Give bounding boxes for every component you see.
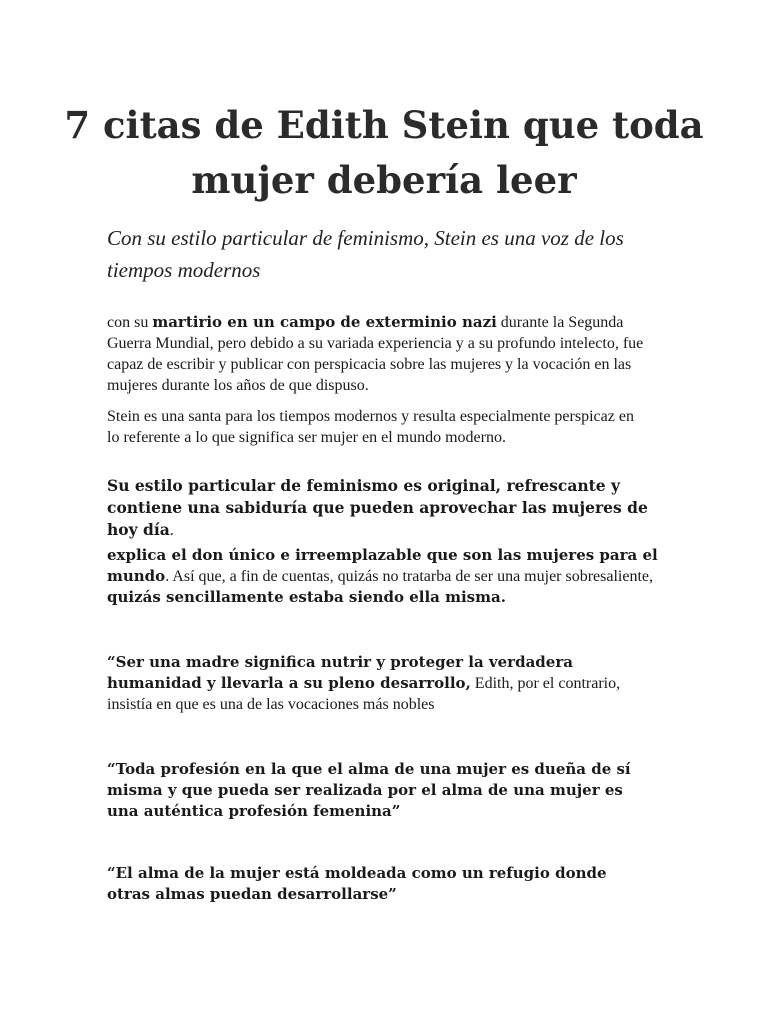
quote-profession xyxy=(107,759,647,822)
paragraph-saint xyxy=(107,406,637,448)
quote-mother xyxy=(107,652,667,715)
paragraph-text: Stein es una santa para los tiempos modernos y resulta especialmente perspicaz en lo referente a lo que significa ser mujer en el mundo moderno. xyxy=(107,408,634,446)
paragraph-text: con su xyxy=(107,314,153,331)
paragraph-emphasis: Su estilo particular de feminismo es original, refrescante y contiene una sabiduría que pueden aprovechar las mujeres de hoy día xyxy=(107,476,648,539)
quote-commentary: Edith, por el contrario, insistía en que es una de las vocaciones más nobles xyxy=(107,675,621,713)
paragraph-gift xyxy=(107,545,667,608)
paragraph-emphasis: martirio en un campo de exterminio nazi xyxy=(152,313,497,331)
quote-soul xyxy=(107,863,627,905)
article-title: 7 citas de Edith Stein que toda mujer debería leer xyxy=(64,103,704,202)
quote-text: “Ser una madre significa nutrir y proteger la verdadera humanidad y llevarla a su pleno desarrollo, xyxy=(107,653,573,692)
paragraph-text: durante la Segunda Guerra Mundial, pero debido a su variada experiencia y a su profundo intelecto, fue capaz de escribir y publicar con perspicacia sobre las mujeres y la vocación en las mujeres durante los años de que dispuso. xyxy=(107,314,644,394)
paragraph-feminism xyxy=(107,475,667,541)
paragraph-text: . Así que, a fin de cuentas, quizás no tratarba de ser una mujer sobresaliente, xyxy=(165,568,654,585)
quote-text: “Toda profesión en la que el alma de una mujer es dueña de sí misma y que pueda ser realizada por el alma de una mujer es una auténtica profesión femenina” xyxy=(107,760,631,820)
paragraph-emphasis: quizás sencillamente estaba siendo ella misma. xyxy=(107,588,506,606)
paragraph-text: . xyxy=(169,522,174,539)
article-subtitle: Con su estilo particular de feminismo, Stein es una voz de los tiempos modernos xyxy=(107,226,624,282)
quote-text: “El alma de la mujer está moldeada como un refugio donde otras almas puedan desarrollarse” xyxy=(107,864,607,903)
paragraph-martyrdom xyxy=(107,312,667,396)
paragraph-emphasis: explica el don único e irreemplazable que son las mujeres para el mundo xyxy=(107,546,658,585)
